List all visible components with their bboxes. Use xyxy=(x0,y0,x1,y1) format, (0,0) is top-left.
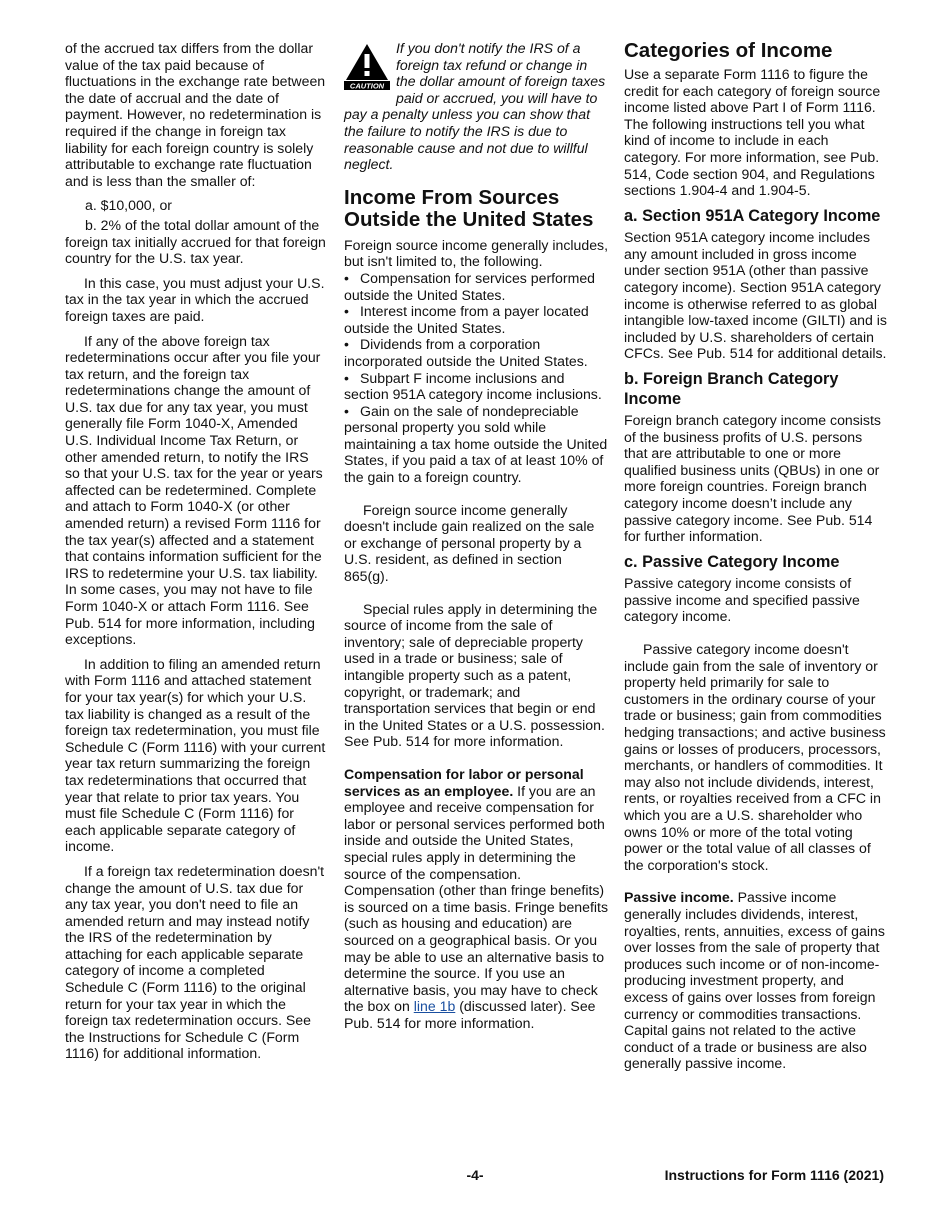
list-item: • Interest income from a payer located outside the United States. xyxy=(344,303,589,336)
line-1b-link[interactable]: line 1b xyxy=(413,998,456,1015)
paragraph: If a foreign tax redetermination doesn't change the amount of U.S. tax due for any tax year, you don't need to file an amended return and may instead notify the IRS of the redetermination by attaching for each applicable separate category of income a completed Schedule C (Form 1116) to the original return for your tax year in which the foreign tax redetermination occurs. See the Instructions for Schedule C (Form 1116) for additional information. xyxy=(65,862,325,1062)
section-heading: Categories of Income xyxy=(624,39,833,62)
caution-icon xyxy=(344,42,390,90)
list-item: • Dividends from a corporation incorporated outside the United States. xyxy=(344,336,588,369)
paragraph: Foreign branch category income consists of the business profits of U.S. persons that are attributable to one or more qualified business units (QBUs) in one or more foreign countries. Foreign branch category income doesn’t include any passive category income. See Pub. 514 for further information. xyxy=(624,412,881,545)
caution-text: If you don't notify the IRS of a foreign tax refund or change in the dollar amount of foreign taxes paid or accrued, you will have to pay a penalty unless you can show that the failure to notify the IRS is due to reasonable cause and not due to willful neglect. xyxy=(344,40,606,173)
subsection-heading: c. Passive Category Income xyxy=(624,552,840,571)
bullet-list xyxy=(344,270,609,486)
paragraph: Passive category income doesn't include gain from the sale of inventory or property held primarily for sale to customers in the ordinary course of your trade or business; gain from commodities hedging transactions; and active business gains or losses of producers, processors, merchants, or handlers of commodities. It may also not include dividends, interest, rents, or royalties received from a CFC in which you are a U.S. shareholder who owns 10% or more of the total voting power or the total value of all classes of the corporation's stock. xyxy=(624,641,886,873)
paragraph: Special rules apply in determining the source of income from the sale of inventory; sale of depreciable property used in a trade or business; sale of intangible property such as a patent, copyright, or trademark; and transportation services that begin or end in the United States or a U.S. possession. See Pub. 514 for more information. xyxy=(344,600,605,750)
paragraph: Foreign source income generally doesn't include gain realized on the sale or exchange of personal property by a U.S. resident, as defined in section 865(g). xyxy=(344,501,595,585)
bullet-icon: • xyxy=(344,336,349,353)
caution-note xyxy=(344,40,609,173)
paragraph: Section 951A category income includes any amount included in gross income under section 951A (other than passive category income). Section 951A category income is otherwise referred to as global intangible low-taxed income (GILTI) and is included by U.S. shareholders of certain CFCs. See Pub. 514 for additional details. xyxy=(624,229,887,362)
paragraph: Passive income. Passive income generally includes dividends, interest, royalties, rents, annuities, excess of gains over losses from the sale of property that produces such income or of non-income-producing investment property, and excess of gains over losses from foreign currency or commodities transactions. Capital gains not related to the active conduct of a trade or business are also generally passive income. xyxy=(624,889,885,1072)
bullet-icon: • xyxy=(344,402,349,419)
subsection-heading: a. Section 951A Category Income xyxy=(624,206,881,225)
page-number: -4- xyxy=(466,1167,484,1183)
list-item: • Gain on the sale of nondepreciable personal property you sold while maintaining a tax home outside the United States, if you paid a tax of at least 10% of the gain to a foreign country. xyxy=(344,402,608,486)
bullet-icon: • xyxy=(344,269,349,286)
column-right xyxy=(624,40,888,1080)
caution-label: CAUTION xyxy=(349,81,385,90)
list-item: • Compensation for services performed outside the United States. xyxy=(344,269,595,303)
subsection-heading: b. Foreign Branch Category Income xyxy=(624,370,839,408)
paragraph: In addition to filing an amended return with Form 1116 and attached statement for your tax year(s) for which your U.S. tax liability is changed as a result of the foreign tax redetermination, you must file Schedule C (Form 1116) with your current year tax return summarizing the foreign tax redeterminations that occurred that year that relate to prior tax years. You must file Schedule C (Form 1116) for each applicable separate category of income. xyxy=(65,655,326,855)
section-heading: Income From Sources Outside the United States xyxy=(344,185,594,231)
footer-title: Instructions for Form 1116 (2021) xyxy=(664,1167,884,1183)
run-in-heading: Passive income. xyxy=(624,889,734,906)
column-left xyxy=(65,40,327,1070)
column-middle xyxy=(344,40,609,1039)
paragraph: If any of the above foreign tax redeterminations occur after you file your tax return, and the foreign tax redeterminations change the amount of U.S. tax due for any tax year, you must generally file Form 1040-X, Amended U.S. Individual Income Tax Return, or other amended return, to notify the IRS so that your U.S. tax for the year or years affected can be redetermined. Complete and attach to Form 1040-X (or other amended return) a revised Form 1116 for the tax year(s) affected and a statement that contains information sufficient for the IRS to redetermine your U.S. tax liability. In some cases, you may not have to file Form 1040-X or attach Form 1116. See Pub. 514 for more information, including exceptions. xyxy=(65,332,323,648)
list-item-b: b. 2% of the total dollar amount of the foreign tax initially accrued for that foreign country for the U.S. tax year. xyxy=(65,216,326,267)
paragraph: Use a separate Form 1116 to figure the credit for each category of foreign source income listed above Part I of Form 1116. The following instructions tell you what kind of income to include in each category. For more information, see Pub. 514, Code section 904, and Regulations sections 1.904-4 and 1.904-5. xyxy=(624,66,881,199)
bullet-icon: • xyxy=(344,303,349,320)
paragraph: In this case, you must adjust your U.S. tax in the tax year in which the accrued foreign taxes are paid. xyxy=(65,274,325,324)
paragraph: of the accrued tax differs from the dollar value of the tax paid because of fluctuations in the exchange rate between the date of accrual and the date of payment. However, no redetermination is required if the change in foreign tax liability for each foreign country is solely attributable to exchange rate fluctuation and is less than the smaller of: xyxy=(65,40,326,189)
paragraph: Foreign source income generally includes, but isn't limited to, the following. xyxy=(344,236,609,270)
list-item-a: a. $10,000, or xyxy=(85,197,172,214)
list-item: • Subpart F income inclusions and section 951A category income inclusions. xyxy=(344,369,602,403)
run-in-heading: Compensation for labor or personal services as an employee. xyxy=(344,765,584,799)
bullet-icon: • xyxy=(344,369,349,386)
paragraph: Compensation for labor or personal services as an employee. If you are an employee and receive compensation for labor or personal services performed both inside and outside the United States, special rules apply in determining the source of the compensation. Compensation (other than fringe benefits) is sourced on a time basis. Fringe benefits (such as housing and education) are sourced on a geographical basis. Or you may be able to use an alternative basis to determine the source. If you use an alternative basis, you may have to check the box on line 1b (discussed later). See Pub. 514 for more information. xyxy=(344,765,608,1031)
paragraph: Passive category income consists of passive income and specified passive category income. xyxy=(624,575,860,625)
